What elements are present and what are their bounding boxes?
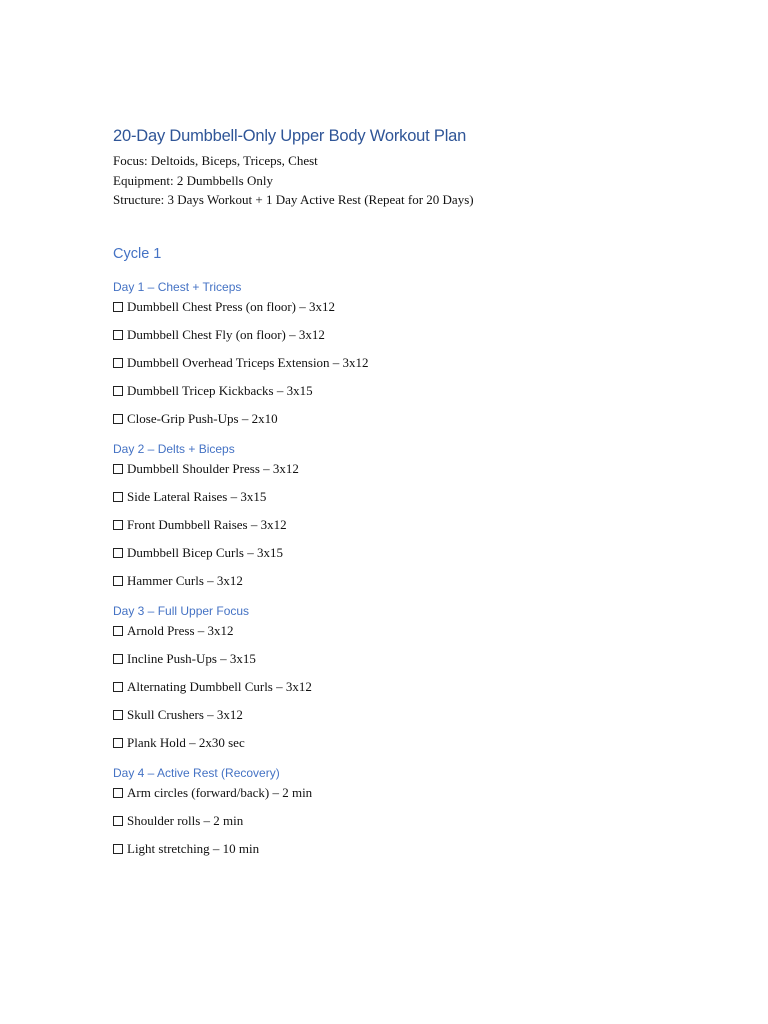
exercise-label: Dumbbell Chest Press (on floor) – 3x12 [127, 298, 335, 314]
checkbox-icon[interactable] [113, 520, 123, 530]
structure-line: Structure: 3 Days Workout + 1 Day Active Rest (Repeat for 20 Days) [113, 192, 474, 207]
exercise-label: Arm circles (forward/back) – 2 min [127, 784, 313, 800]
exercise-list [113, 461, 673, 589]
exercise-label: Skull Crushers – 3x12 [127, 706, 243, 722]
focus-line: Focus: Deltoids, Biceps, Triceps, Chest [113, 153, 318, 168]
checkbox-icon[interactable] [113, 386, 123, 396]
document-title: 20-Day Dumbbell-Only Upper Body Workout Plan [113, 127, 467, 145]
exercise-item[interactable] [113, 573, 673, 589]
exercise-label: Dumbbell Shoulder Press – 3x12 [127, 460, 299, 476]
exercise-label: Dumbbell Tricep Kickbacks – 3x15 [127, 382, 313, 398]
exercise-item[interactable] [113, 461, 673, 477]
exercise-item[interactable] [113, 383, 673, 399]
checkbox-icon[interactable] [113, 330, 123, 340]
exercise-label: Light stretching – 10 min [127, 840, 260, 856]
exercise-list [113, 785, 673, 857]
checkbox-icon[interactable] [113, 464, 123, 474]
exercise-label: Dumbbell Chest Fly (on floor) – 3x12 [127, 326, 325, 342]
exercise-label: Close-Grip Push-Ups – 2x10 [127, 410, 278, 426]
exercise-label: Dumbbell Overhead Triceps Extension – 3x12 [127, 354, 369, 370]
exercise-label: Incline Push-Ups – 3x15 [127, 650, 256, 666]
exercise-item[interactable] [113, 355, 673, 371]
day-title: Day 3 – Full Upper Focus [113, 603, 250, 618]
exercise-item[interactable] [113, 411, 673, 427]
exercise-label: Arnold Press – 3x12 [127, 622, 234, 638]
day-title: Day 4 – Active Rest (Recovery) [113, 765, 280, 780]
checkbox-icon[interactable] [113, 302, 123, 312]
checkbox-icon[interactable] [113, 414, 123, 424]
cycle-title: Cycle 1 [113, 245, 162, 262]
exercise-label: Dumbbell Bicep Curls – 3x15 [127, 544, 283, 560]
day-title: Day 2 – Delts + Biceps [113, 441, 235, 456]
equipment-line: Equipment: 2 Dumbbells Only [113, 172, 273, 188]
checkbox-icon[interactable] [113, 816, 123, 826]
checkbox-icon[interactable] [113, 492, 123, 502]
checkbox-icon[interactable] [113, 358, 123, 368]
day-title: Day 1 – Chest + Triceps [113, 279, 242, 294]
exercise-list [113, 299, 673, 427]
exercise-item[interactable] [113, 327, 673, 343]
checkbox-icon[interactable] [113, 844, 123, 854]
checkbox-icon[interactable] [113, 738, 123, 748]
exercise-item[interactable] [113, 517, 673, 533]
exercise-item[interactable] [113, 679, 673, 695]
exercise-item[interactable] [113, 651, 673, 667]
exercise-label: Side Lateral Raises – 3x15 [127, 488, 267, 504]
exercise-item[interactable] [113, 785, 673, 801]
exercise-list [113, 623, 673, 751]
checkbox-icon[interactable] [113, 548, 123, 558]
exercise-label: Plank Hold – 2x30 sec [127, 734, 245, 750]
exercise-label: Shoulder rolls – 2 min [127, 812, 244, 828]
exercise-item[interactable] [113, 841, 673, 857]
checkbox-icon[interactable] [113, 576, 123, 586]
exercise-label: Alternating Dumbbell Curls – 3x12 [127, 678, 312, 694]
exercise-item[interactable] [113, 707, 673, 723]
day-section-4 [113, 765, 673, 857]
exercise-item[interactable] [113, 545, 673, 561]
exercise-label: Hammer Curls – 3x12 [127, 572, 243, 588]
day-section-3 [113, 603, 673, 751]
exercise-item[interactable] [113, 735, 673, 751]
day-section-2 [113, 441, 673, 589]
exercise-item[interactable] [113, 299, 673, 315]
checkbox-icon[interactable] [113, 788, 123, 798]
document-content [113, 126, 673, 857]
exercise-item[interactable] [113, 623, 673, 639]
checkbox-icon[interactable] [113, 654, 123, 664]
exercise-item[interactable] [113, 489, 673, 505]
day-section-1 [113, 279, 673, 427]
checkbox-icon[interactable] [113, 682, 123, 692]
exercise-item[interactable] [113, 813, 673, 829]
checkbox-icon[interactable] [113, 710, 123, 720]
checkbox-icon[interactable] [113, 626, 123, 636]
exercise-label: Front Dumbbell Raises – 3x12 [127, 516, 287, 532]
